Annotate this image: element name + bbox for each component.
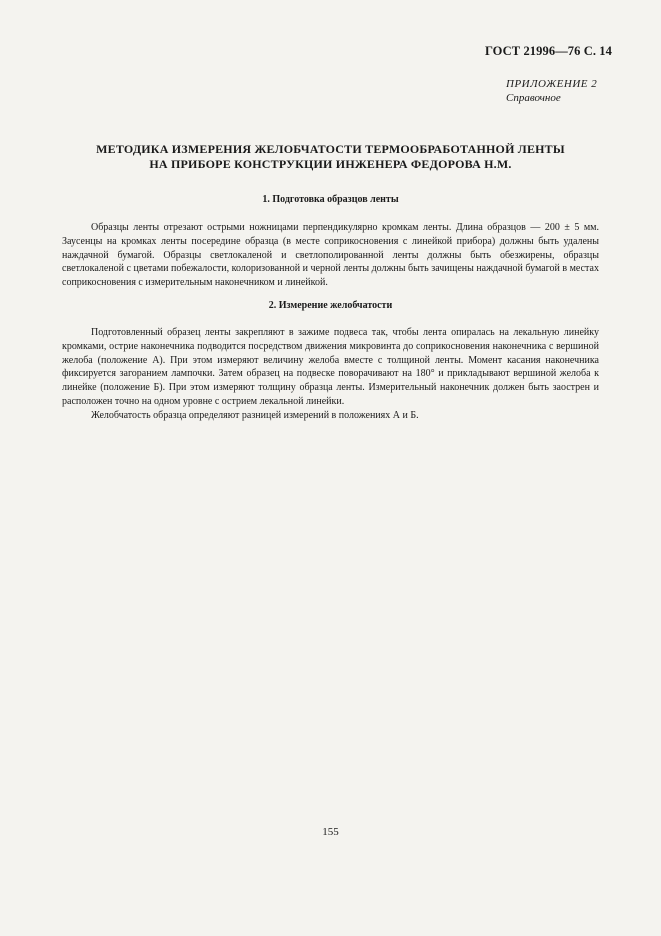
document-title-line-2: НА ПРИБОРЕ КОНСТРУКЦИИ ИНЖЕНЕРА ФЕДОРОВА Н.М. [149, 157, 512, 171]
section-2-paragraph-1: Подготовленный образец ленты закрепляют в зажиме подвеса так, чтобы лента опиралась на лекальную линейку кромками, острие наконечника подводится посредством движения микровинта до соприкосновения наконечника с вершиной желоба (положение А). При этом измеряют величину желоба вместе с толщиной ленты. Момент касания наконечника фиксируется загоранием лампочки. Затем образец на подвеске поворачивают на 180° и прикладывают вершиной желоба к линейке (положение Б). При этом измеряют толщину образца ленты. Измерительный наконечник должен быть заострен и расположен точно на одном уровне с острием лекальной линейки. [62, 327, 599, 407]
standard-code: ГОСТ 21996—76 С. 14 [484, 44, 612, 58]
section-2-heading: 2. Измерение желобчатости [268, 300, 393, 311]
document-title-line-1: МЕТОДИКА ИЗМЕРЕНИЯ ЖЕЛОБЧАТОСТИ ТЕРМООБРАБОТАННОЙ ЛЕНТЫ [96, 142, 565, 156]
section-1-paragraph-1: Образцы ленты отрезают острыми ножницами перпендикулярно кромкам ленты. Длина образцов — 200 ± 5 мм. Заусенцы на кромках ленты посередине образца (в месте соприкосновения с линейкой прибора) должны быть удалены наждачной бумагой. Образцы светлокаленой и светлополированной ленты должны быть обезжирены, образцы светлокаленой с цветами побежалости, колоризованной и черной ленты должны быть зачищены наждачной бумагой в местах соприкосновения с измерительным наконечником и линейкой. [62, 222, 599, 289]
appendix-title: ПРИЛОЖЕНИЕ 2 [506, 78, 598, 90]
section-2-paragraph-2: Желобчатость образца определяют разницей измерений в положениях А и Б. [91, 409, 419, 421]
section-1-heading: 1. Подготовка образцов ленты [262, 194, 399, 205]
appendix-subtitle: Справочное [506, 92, 561, 104]
section-2-body [62, 326, 599, 423]
page-number: 155 [322, 826, 339, 838]
appendix-label [506, 77, 597, 105]
section-1-body [62, 221, 599, 290]
document-title [0, 142, 661, 172]
